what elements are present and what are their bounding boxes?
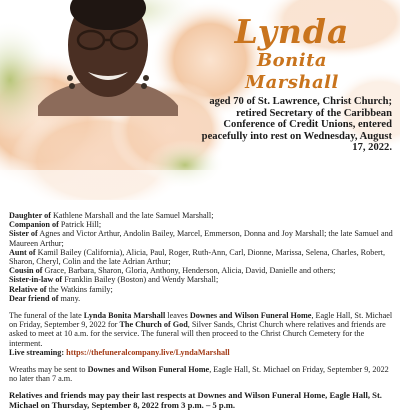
- portrait-photo: [38, 0, 178, 116]
- middle-name: Bonita: [256, 50, 328, 71]
- family-line: Companion of Patrick Hill;: [9, 220, 102, 230]
- intro-text: aged 70 of St. Lawrence, Christ Church; retired Secretary of the Caribbean Conference of Credit Unions, entered peacefully into rest on Wednesday, August 17, 2022.: [201, 96, 392, 154]
- live-streaming-label: Live streaming:: [9, 347, 67, 357]
- live-streaming-link[interactable]: https://thefuneralcompany.live/LyndaMarshall: [66, 347, 230, 357]
- family-line: Sister of Agnes and Victor Arthur, Andolin Bailey, Marcel, Emmerson, Donna and Joy Marshall; the late Samuel and Maureen Arthur;: [9, 229, 393, 248]
- wreaths-paragraph: Wreaths may be sent to Downes and Wilson Funeral Home, Eagle Hall, St. Michael on Friday, September 9, 2022 no later than 7 a.m.: [9, 365, 389, 384]
- first-name: Lynda: [234, 12, 350, 51]
- deceased-name: [222, 14, 362, 94]
- family-line: Aunt of Kamil Bailey (California), Alicia, Paul, Roger, Ruth-Ann, Carl, Dionne, Marissa, Selena, Charles, Robert, Sharon, Cheryl, Colin and the late Adrian Arthur;: [9, 247, 386, 267]
- family-list: [9, 211, 393, 303]
- family-line: Relative of the Watkins family;: [9, 284, 113, 294]
- last-name: Marshall: [245, 72, 339, 93]
- family-line: Sister-in-law of Franklin Bailey (Boston) and Wendy Marshall;: [9, 275, 219, 285]
- family-line: Cousin of Grace, Barbara, Sharon, Gloria, Anthony, Henderson, Alicia, David, Danielle and others;: [9, 266, 336, 276]
- family-line: Dear friend of many.: [9, 293, 81, 303]
- respects-paragraph: Relatives and friends may pay their last respects at Downes and Wilson Funeral Home, Eagle Hall, St. Michael on Thursday, September 8, 2022 from 3 p.m. – 5 p.m.: [9, 390, 382, 411]
- family-line: Daughter of Kathlene Marshall and the late Samuel Marshall;: [9, 211, 214, 220]
- funeral-paragraph: The funeral of the late Lynda Bonita Marshall leaves Downes and Wilson Funeral Home, Eagle Hall, St. Michael on Friday, September 9, 2022 for The Church of God, Silver Sands, Christ Church where relatives and friends are asked to meet at 10 a.m. for the service. The funeral will then proceed to the Christ Church Cemetery for the interment. Live streaming: https://thefuneralcompany.live/LyndaMarshall: [9, 311, 393, 357]
- notice-body: [9, 211, 393, 411]
